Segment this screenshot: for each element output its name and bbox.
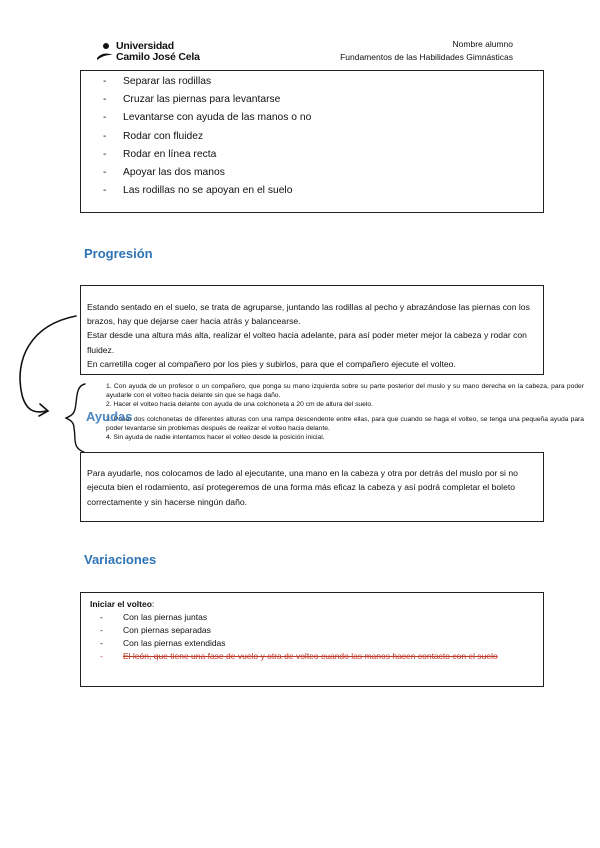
list-item: - Rodar en línea recta [103, 146, 543, 164]
logo-text-line1: Universidad [116, 40, 174, 52]
progresion-paragraph: En carretilla coger al compañero por los pies y subirlos, para que el compañero ejecute el volteo. [87, 358, 456, 369]
variaciones-title: Iniciar el volteo: [90, 599, 155, 609]
curved-arrow-icon [20, 316, 76, 412]
left-brace-icon [66, 384, 85, 452]
list-item: - Apoyar las dos manos [103, 164, 543, 182]
list-item: 2. Hacer el volteo hacia delante con ayuda de una colchoneta a 20 cm de altura del suelo. [106, 400, 373, 408]
variaciones-heading: Variaciones [84, 552, 157, 567]
course-title: Fundamentos de las Habilidades Gimnásticas [340, 52, 513, 62]
struck-list-item: - El león, que tiene una fase de vuelo y otra de volteo cuando las manos hacen contacto con el suelo [100, 650, 537, 663]
progresion-heading: Progresión [84, 246, 153, 261]
list-item: - Con piernas separadas [100, 624, 537, 637]
list-item: - Rodar con fluidez [103, 128, 543, 146]
list-item: 3. Poner dos colchonetas de diferentes alturas con una rampa descendente entre ellas, para que cuando se haga el volteo, se tenga una pequeña ayuda para poder levantarse sin problemas después de realizar el volteo hacia delante. [106, 416, 584, 433]
variaciones-box [80, 592, 544, 687]
list-item: 1. Con ayuda de un profesor o un compañero, que ponga su mano izquierda sobre su parte posterior del muslo y su mano derecha en la cabeza, para poder ayudarle con el volteo hacia delante sin que se haga daño. [106, 383, 584, 399]
list-item: - Levantarse con ayuda de las manos o no [103, 109, 543, 127]
list-item: - Con las piernas extendidas [100, 637, 537, 650]
ayudas-box [80, 452, 544, 522]
list-item: - Las rodillas no se apoyan en el suelo [103, 182, 543, 200]
student-name-label: Nombre alumno [452, 39, 513, 49]
list-item: - Separar las rodillas [103, 73, 543, 91]
ayudas-text: Para ayudarle, nos colocamos de lado al ejecutante, una mano en la cabeza y otra por detrás del muslo por si no ejecuta bien el rodamiento, así protegeremos de una forma más eficaz la cabeza y así podrá completar el boleto correctamente y sin hacerse ningún daño. [87, 468, 518, 507]
progresion-paragraph: Estando sentado en el suelo, se trata de agruparse, juntando las rodillas al pecho y abrazándose las piernas con los brazos, hay que dejarse caer hacia atrás y balancearse. [87, 302, 530, 327]
ayudas-annotation-list [106, 383, 584, 443]
ayudas-heading: Ayudas [86, 409, 133, 424]
list-item: - Con las piernas juntas [100, 611, 537, 624]
list-item: 4. Sin ayuda de nadie intentamos hacer el volteo desde la posición inicial. [106, 433, 325, 441]
progresion-paragraph: Estar desde una altura más alta, realizar el volteo hacia adelante, para así poder meter mejor la cabeza y rodar con fluidez. [87, 330, 527, 355]
list-item: - Cruzar las piernas para levantarse [103, 91, 543, 109]
arrow-head-icon [39, 404, 48, 416]
logo-text-line2: Camilo José Cela [116, 51, 200, 63]
